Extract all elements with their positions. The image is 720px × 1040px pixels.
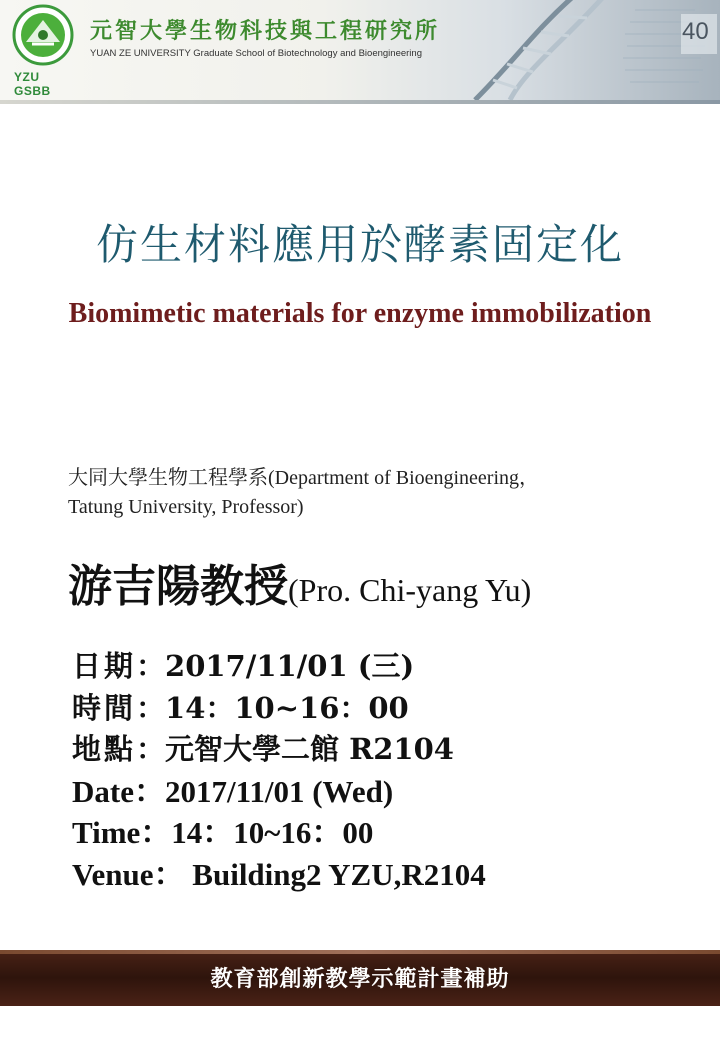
- date-row-en: Date：2017/11/01 (Wed): [72, 773, 394, 809]
- venue-row-en: Venue： Building2 YZU,R2104: [72, 856, 486, 892]
- affiliation-line-1: 大同大學生物工程學系(Department of Bioengineering，: [68, 467, 540, 489]
- dna-helix-decoration: [455, 0, 720, 100]
- talk-title-cn: 仿生材料應用於酵素固定化: [95, 220, 624, 269]
- speaker-affiliation: [68, 464, 648, 522]
- time-row-cn: [72, 688, 672, 730]
- university-name-cn: 元智大學生物科技與工程研究所: [90, 18, 441, 44]
- talk-title-en: Biomimetic materials for enzyme immobilization: [68, 298, 652, 329]
- venue-label-cn: 地點: [72, 732, 137, 767]
- affiliation-line-2: Tatung University, Professor): [68, 496, 304, 518]
- event-details: [72, 646, 672, 896]
- date-value-cn: ：2017/11/01 (三): [136, 649, 415, 683]
- date-row-cn: [72, 646, 672, 688]
- speaker-name-cn: 游吉陽教授: [68, 561, 288, 612]
- logo-caption: YZU GSBB: [14, 70, 51, 98]
- speaker-name-en: (Pro. Chi-yang Yu): [288, 572, 532, 608]
- venue-value-cn: ：元智大學二館 R2104: [136, 732, 454, 767]
- time-label-cn: 時間: [72, 690, 137, 725]
- header-banner: [0, 0, 720, 104]
- time-value-cn: ：14：10~16：00: [136, 690, 409, 725]
- yzu-logo-icon: [12, 4, 74, 66]
- banner-divider: [0, 100, 720, 104]
- footer-banner: [0, 950, 720, 1006]
- time-row-en: Time：14：10~16：00: [72, 815, 374, 851]
- university-name-en: YUAN ZE UNIVERSITY Graduate School of Biotechnology and Bioengineering: [90, 48, 422, 59]
- speaker-name: [68, 550, 531, 614]
- date-label-cn: 日期: [72, 649, 137, 683]
- sponsor-text: 教育部創新教學示範計畫補助: [210, 967, 510, 992]
- corner-number: 40: [682, 18, 709, 45]
- venue-row-cn: [72, 729, 672, 771]
